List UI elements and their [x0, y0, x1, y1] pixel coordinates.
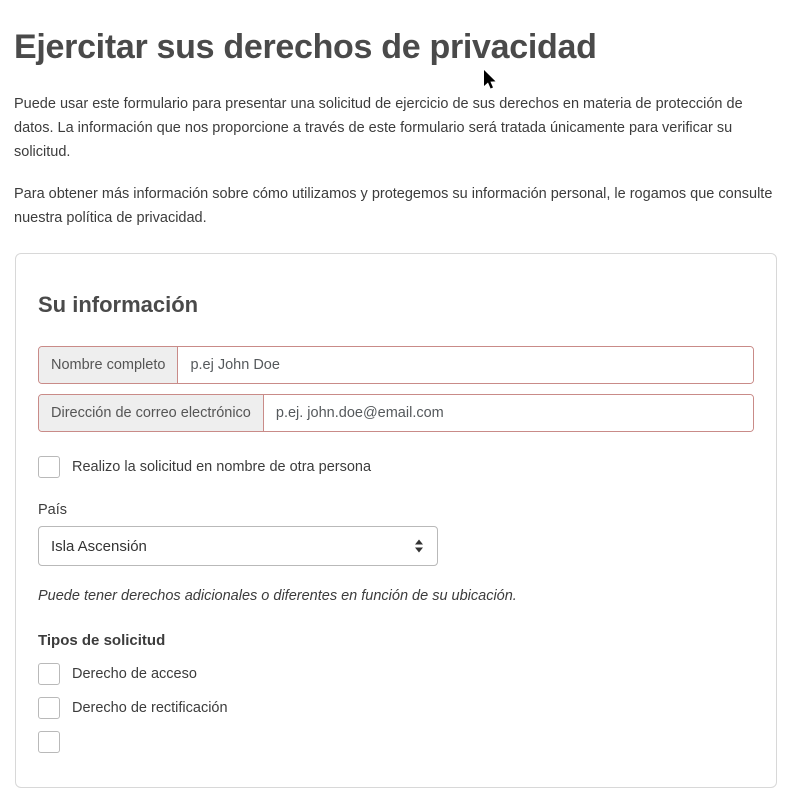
- location-note: Puede tener derechos adicionales o diferentes en función de su ubicación.: [38, 587, 517, 604]
- country-selected-value: Isla Ascensión: [51, 537, 147, 555]
- access-right-label: Derecho de acceso: [72, 665, 197, 682]
- next-right-checkbox[interactable]: [38, 731, 60, 753]
- request-form-card: [15, 253, 777, 788]
- select-updown-icon: [415, 539, 423, 552]
- behalf-checkbox-row[interactable]: [38, 456, 754, 478]
- request-type-option-next[interactable]: [38, 731, 754, 753]
- intro-paragraph-1: Puede usar este formulario para presentar una solicitud de ejercicio de sus derechos en materia de protección de datos. La información que nos proporcione a través de este formulario será tratada únicamente para verificar su solicitud.: [14, 96, 743, 160]
- email-input[interactable]: [264, 395, 753, 431]
- country-field: [38, 502, 754, 566]
- country-label: País: [38, 501, 68, 518]
- email-field-row: [38, 394, 754, 432]
- request-types-title: Tipos de solicitud: [38, 631, 166, 649]
- full-name-field-row: [38, 346, 754, 384]
- rectification-right-checkbox[interactable]: [38, 697, 60, 719]
- behalf-checkbox[interactable]: [38, 456, 60, 478]
- intro-paragraph-2: Para obtener más información sobre cómo utilizamos y protegemos su información personal, le rogamos que consulte nuestra política de privacidad.: [14, 185, 773, 226]
- chevron-down-icon: [415, 547, 423, 552]
- rectification-right-label: Derecho de rectificación: [72, 699, 228, 716]
- behalf-checkbox-label: Realizo la solicitud en nombre de otra persona: [72, 458, 372, 475]
- request-type-option-access[interactable]: [38, 663, 754, 685]
- full-name-label: Nombre completo: [39, 347, 178, 383]
- country-select[interactable]: [38, 526, 438, 566]
- email-label: Dirección de correo electrónico: [39, 395, 264, 431]
- page-title: Ejercitar sus derechos de privacidad: [14, 28, 597, 66]
- section-title-your-information: Su información: [38, 291, 199, 317]
- full-name-input[interactable]: [178, 347, 753, 383]
- request-type-option-rectification[interactable]: [38, 697, 754, 719]
- chevron-up-icon: [415, 539, 423, 544]
- access-right-checkbox[interactable]: [38, 663, 60, 685]
